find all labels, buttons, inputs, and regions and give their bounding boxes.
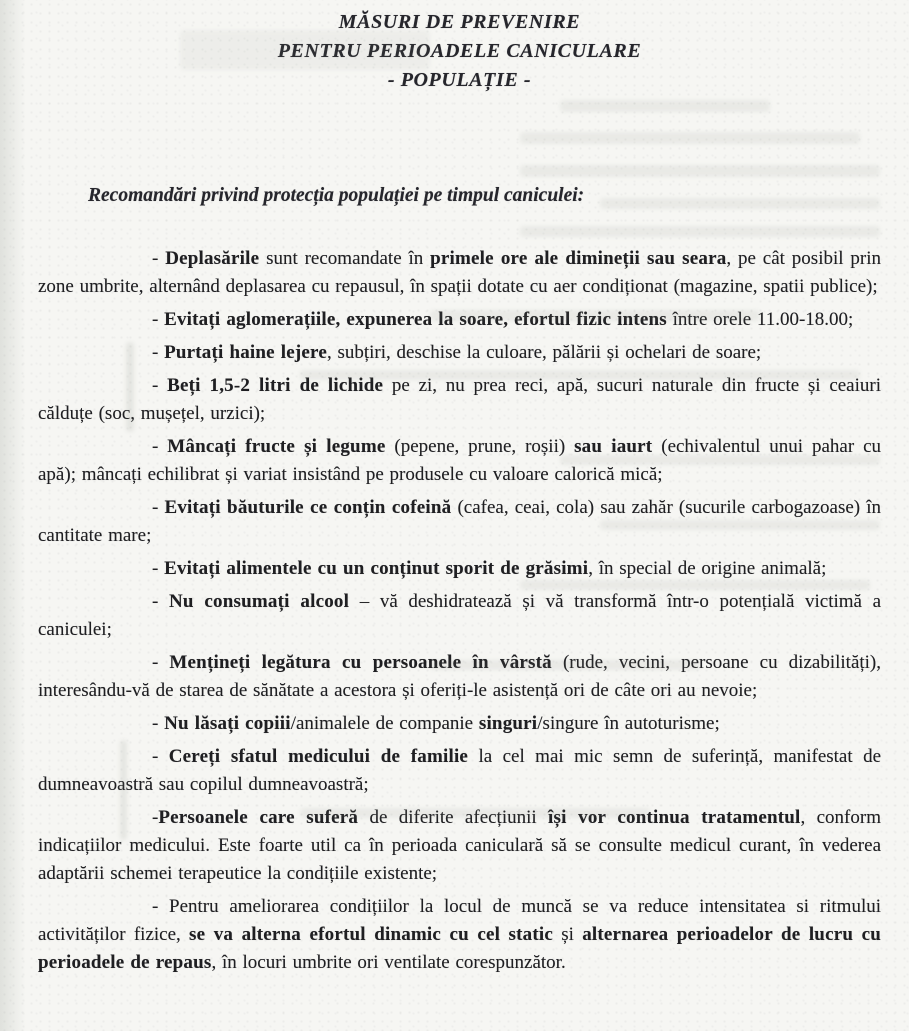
paragraph-text-bold: sau iaurt	[574, 436, 653, 457]
paragraph	[38, 804, 881, 888]
paragraph-text: pe zi, nu prea reci, apă, sucuri naturale din fructe și ceaiuri călduțe (soc, mușețel, urzici);	[38, 375, 882, 424]
title-line-3: - POPULAȚIE -	[387, 69, 532, 91]
paragraph-text: de diferite afecțiunii	[358, 807, 549, 828]
paragraph-text-bold: Deplasările	[165, 248, 260, 269]
paragraph-text-bold: se va alterna efortul dinamic cu cel static	[189, 924, 554, 945]
bleedthrough-artifact	[560, 100, 770, 112]
paragraph-text-bold: Beți 1,5-2 litri de lichide	[167, 375, 384, 396]
bleedthrough-artifact	[520, 165, 880, 177]
paragraph-text: -	[152, 558, 165, 579]
paragraph	[38, 245, 881, 301]
paragraph	[38, 306, 881, 334]
paragraph-text-bold: Mențineți legătura cu persoanele în vârstă	[169, 652, 552, 673]
paragraph-text: , pe cât posibil prin zone umbrite, alternând deplasarea cu repausul, în spații dotate cu aer condiționat (magazine, spatii publice);	[38, 248, 881, 297]
paragraph-text: (pepene, prune, roșii)	[385, 436, 575, 457]
paragraph-text: , în special de origine animală;	[588, 558, 827, 579]
paragraph-text-bold: Mâncați fructe și legume	[167, 436, 386, 457]
paragraph	[38, 494, 881, 550]
paragraph-text: -	[152, 248, 166, 269]
paragraph-text-bold: singuri	[478, 713, 538, 734]
bleedthrough-artifact	[520, 226, 880, 237]
paragraph-text: -	[152, 746, 169, 767]
title-line-1: MĂSURI DE PREVENIRE	[338, 11, 581, 33]
paragraph-text: (rude, vecini, persoane cu dizabilități), interesându-vă de starea de sănătate a acestora și oferiți-le asistență ori de câte ori au nevoie;	[38, 652, 882, 701]
bleedthrough-artifact	[520, 132, 860, 144]
paragraph-text: -	[152, 497, 165, 518]
paragraph-text: la cel mai mic semn de suferință, manifestat de dumneavoastră sau copilul dumneavoastră;	[38, 746, 881, 795]
paragraph-text: -	[152, 807, 159, 828]
paragraph-text-bold: Evitați băuturile ce conțin cofeină	[164, 497, 452, 518]
paragraph-text-bold: Nu consumați alcool	[168, 591, 350, 612]
paragraph	[38, 710, 881, 738]
paragraph	[38, 555, 881, 583]
paragraph	[38, 588, 881, 644]
paragraph-text-bold: primele ore ale dimineții sau seara	[430, 248, 727, 269]
paragraph-text-bold: Purtați haine lejere	[164, 342, 327, 363]
paragraph	[38, 433, 881, 489]
paragraph-text-bold: Evitați alimentele cu un conținut sporit de grăsimi	[164, 558, 589, 579]
document-subtitle: Recomandări privind protecția populației pe timpul caniculei:	[88, 185, 585, 206]
paragraph-text-bold: Nu lăsați copiii	[164, 713, 291, 734]
paragraph	[38, 893, 881, 977]
paragraph-text: sunt recomandate în	[259, 248, 431, 269]
paragraph-text-bold: Evitați aglomerațiile, expunerea la soare, efortul fizic intens	[164, 309, 667, 330]
paragraph	[38, 372, 881, 428]
paragraph	[38, 649, 881, 705]
paragraph-text: /animalele de companie	[290, 713, 479, 734]
paragraph-text: - Pentru ameliorarea condițiilor la locul de muncă se va reduce intensitatea si ritmului activităților fizice,	[38, 896, 881, 945]
paragraph-text: -	[152, 591, 169, 612]
paragraph-text: și	[553, 924, 583, 945]
paragraph-text-bold: Persoanele care suferă	[158, 807, 359, 828]
paragraph-text: -	[152, 375, 168, 396]
paragraph-text: , conform indicațiilor medicului. Este foarte util ca în perioada caniculară să se consulte medicul curant, în vederea adaptării schemei terapeutice la condițiile existente;	[38, 807, 881, 884]
paragraph-text: -	[152, 436, 168, 457]
paragraph-text: -	[152, 342, 165, 363]
paragraph-text: (cafea, ceai, cola) sau zahăr (sucurile carbogazoase) în cantitate mare;	[38, 497, 882, 546]
paragraph-text: , în locuri umbrite ori ventilate corespunzător.	[211, 952, 566, 973]
paragraph-text: -	[152, 309, 165, 330]
paragraph-text: , subțiri, deschise la culoare, pălării și ochelari de soare;	[326, 342, 762, 363]
paragraph-text-bold: Cereți sfatul medicului de familie	[168, 746, 469, 767]
paragraph-text: – vă deshidratează și vă transformă într-o potențială victimă a caniculei;	[38, 591, 881, 640]
paragraph	[38, 743, 881, 799]
document-title	[38, 8, 881, 95]
paragraph-text: /singure în autoturisme;	[537, 713, 720, 734]
paragraph-text: -	[152, 652, 170, 673]
paragraph-text: (echivalentul unui pahar cu apă); mâncați echilibrat și variat insistând pe produsele cu valoare calorică mică;	[38, 436, 882, 485]
paragraph-text-bold: alternarea perioadelor de lucru cu perioadele de repaus	[38, 924, 881, 973]
document-body	[38, 245, 881, 977]
title-line-2: PENTRU PERIOADELE CANICULARE	[277, 40, 642, 62]
paragraph	[38, 339, 881, 367]
paragraph-text: între orele 11.00-18.00;	[666, 309, 854, 330]
paragraph-text-bold: își vor continua tratamentul	[548, 807, 801, 828]
paragraph-text: -	[152, 713, 165, 734]
